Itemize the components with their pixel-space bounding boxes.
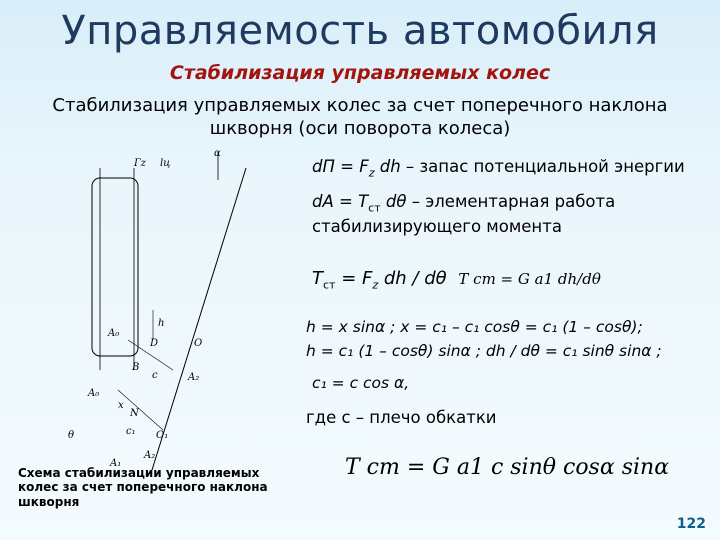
label-b: B	[132, 362, 140, 373]
energy-sub: z	[368, 166, 375, 180]
intro-text: Стабилизация управляемых колес за счет поперечного наклона шкворня (оси поворота колеса)	[52, 95, 668, 140]
page-number: 122	[676, 516, 706, 532]
label-d: D	[150, 338, 159, 349]
label-theta: θ	[68, 430, 75, 441]
torque-formula: T ст = G a1 dh/dθ	[458, 270, 601, 288]
torque-t: T	[312, 268, 323, 289]
label-alpha: α	[214, 148, 221, 159]
energy-desc: – запас потенциальной энергии	[400, 157, 685, 176]
c1-eq: c₁ = c cos α,	[312, 374, 410, 392]
final-formula: T ст = G a1 c sinθ cosα sinα	[345, 455, 670, 480]
torque-f: F	[362, 268, 373, 289]
label-a2-mid: A₂	[188, 372, 200, 383]
label-a2-bottom: A₂	[144, 450, 156, 461]
diagram-caption: Схема стабилизации управляемых колес за счет поперечного наклона шкворня	[18, 466, 268, 509]
label-n: N	[130, 408, 139, 419]
label-gz: Гz	[134, 158, 146, 169]
torque-sub: ст	[323, 278, 336, 292]
label-lc: lц	[160, 158, 171, 169]
c-definition: где c – плечо обкатки	[306, 408, 497, 427]
label-c: c	[152, 370, 158, 381]
offset-line	[118, 390, 163, 430]
kingpin-diagram	[58, 140, 258, 470]
label-a1: A₁	[110, 458, 122, 469]
kingpin-axis	[152, 168, 246, 470]
work-t: T	[358, 192, 369, 211]
label-o1: O₁	[156, 430, 169, 441]
energy-dh: dh	[374, 157, 401, 176]
h-eq-1: h = x sinα ; x = c₁ – c₁ cosθ = c₁ (1 – cosθ);	[306, 318, 643, 336]
slide-title: Управляемость автомобиля	[61, 8, 659, 54]
work-line-2: стабилизирующего момента	[312, 217, 562, 236]
label-a0-top: A₀	[108, 328, 120, 339]
torque-line	[312, 268, 601, 292]
label-o: O	[194, 338, 203, 349]
torque-fsub: z	[372, 278, 379, 292]
torque-eq: =	[335, 268, 362, 289]
energy-lhs: dП =	[312, 157, 360, 176]
torque-ratio: dh / dθ	[378, 268, 447, 289]
label-h: h	[158, 318, 165, 329]
label-c1: c₁	[126, 426, 136, 437]
label-x: x	[118, 400, 124, 411]
slide-subtitle: Стабилизация управляемых колес	[169, 62, 551, 84]
work-dtheta: dθ	[380, 192, 407, 211]
label-a0-bottom: A₀	[88, 388, 100, 399]
work-sub: ст	[368, 201, 381, 215]
work-lhs: dA =	[312, 192, 359, 211]
h-eq-2: h = c₁ (1 – cosθ) sinα ; dh / dθ = c₁ sinθ sinα ;	[306, 342, 662, 360]
energy-line	[312, 157, 685, 179]
work-desc: – элементарная работа	[406, 192, 616, 211]
energy-f: F	[359, 157, 369, 176]
work-line	[312, 192, 615, 214]
